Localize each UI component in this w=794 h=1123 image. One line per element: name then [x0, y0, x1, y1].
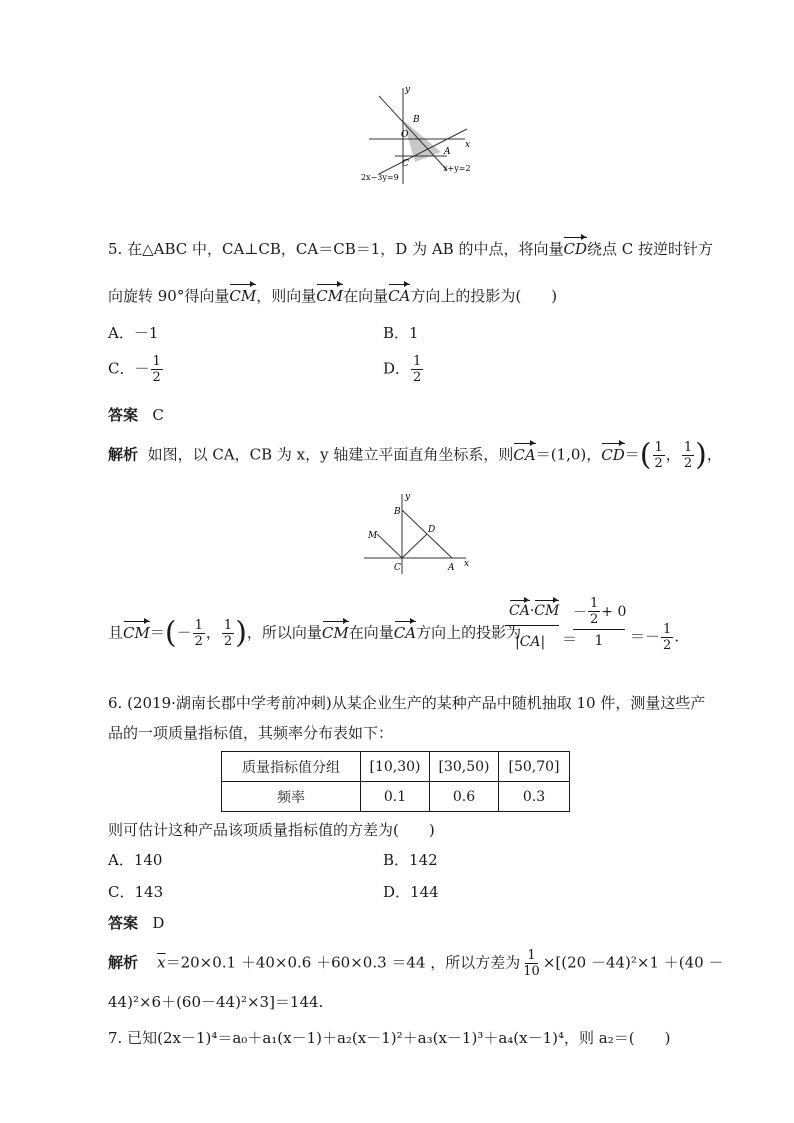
option-value: 142 [409, 851, 438, 869]
answer-value: D [152, 914, 165, 932]
q6-option-a [108, 849, 162, 870]
fig1-o-label: O [401, 130, 409, 140]
vector-cm: CM [321, 623, 349, 642]
fig1-a-label: A [444, 147, 451, 157]
left-paren: ( [639, 437, 652, 473]
table-cell: [30,50) [430, 752, 499, 782]
analysis-label: 解析 [108, 953, 139, 972]
fraction-den: 2 [413, 370, 422, 385]
table-row [222, 782, 570, 812]
projection-denominator [505, 634, 563, 650]
projection-fraction [505, 603, 563, 650]
fraction-den: 2 [654, 456, 663, 471]
fig2-d-label: D [428, 525, 436, 535]
fraction-bar [573, 629, 625, 630]
minus-sign: － [645, 627, 661, 646]
minus-sign: － [573, 604, 587, 621]
analysis-text-a: ＝20×0.1 ＋40×0.6 ＋60×0.3 ＝44 ，所以方差为 [165, 953, 521, 972]
equals-sign: ＝ [562, 630, 578, 648]
analysis-text-b: ×[(20 －44)²×1 ＋(40 － [542, 953, 724, 972]
vector-cm: CM [229, 287, 257, 305]
vector-ca: CA [509, 603, 530, 619]
fraction-den: 2 [590, 612, 599, 627]
proj-num-row [573, 596, 626, 627]
q6-question [108, 819, 435, 840]
q5-line1 [108, 238, 713, 259]
fig1-line1-label: 2x−3y=9 [361, 173, 399, 182]
analysis-ca-val: ＝(1,0)， [535, 445, 602, 464]
fig2-c-label: C [394, 563, 401, 573]
fraction-num: 1 [527, 948, 536, 963]
q5-analysis-line2: 且CM＝(－ $\frac{1}{2}$ ， $\frac{1}{2}$ )，所以向量CM在向量CA方向上的投影为 [108, 615, 522, 651]
proj-den: 1 [594, 633, 604, 649]
answer-value: C [152, 406, 164, 424]
table-header-row [222, 752, 570, 782]
table-cell: [50,70] [499, 752, 570, 782]
fraction-den: 2 [194, 634, 203, 649]
line-x-plus-y [379, 96, 447, 170]
table-cell: [10,30) [361, 752, 430, 782]
option-value: － [134, 359, 150, 378]
q5-line2 [108, 285, 557, 306]
right-paren: ) [695, 437, 707, 473]
analysis-cd-eq: ＝ [624, 445, 640, 464]
option-label: D． [383, 883, 411, 901]
option-label: A． [108, 851, 134, 869]
option-label: A． [108, 324, 134, 342]
vector-cd-line [402, 534, 427, 558]
fraction [151, 354, 163, 385]
vector-cm: CM [534, 603, 560, 619]
feasible-region-figure [355, 84, 485, 184]
coordinate-figure [360, 490, 475, 575]
right-paren: ) [235, 615, 247, 651]
analysis-text-c: 44)²×6＋(60－44)²×3]＝144. [108, 993, 324, 1011]
option-label: B． [383, 851, 410, 869]
q5-text-d: ，则向量 [256, 287, 317, 305]
fraction-den: 10 [523, 964, 540, 979]
fig1-c-label: C [402, 159, 409, 169]
vector-ca: CA [393, 623, 417, 642]
table-cell: 0.6 [430, 782, 499, 812]
answer-label: 答案 [108, 914, 139, 932]
q6-option-b [383, 849, 438, 870]
table-cell: 质量指标值分组 [222, 752, 361, 782]
option-label: B． [383, 324, 410, 342]
analysis-label: 解析 [108, 445, 139, 464]
vector-cm-line [377, 534, 402, 558]
q7-line [108, 1027, 670, 1048]
option-value: 1 [409, 324, 419, 342]
q5-option-a [108, 322, 158, 343]
q5-text-b: 绕点 C 按逆时针方 [586, 240, 713, 258]
vector-cm-2: CM [316, 287, 344, 305]
plus-zero: + 0 [601, 603, 627, 620]
fraction [661, 622, 673, 653]
option-label: C． [108, 883, 135, 901]
q5-analysis-line1: 解析 如图，以 CA，CB 为 x，y 轴建立平面直角坐标系，则CA＝(1,0)，CD＝( $\frac{1}{2}$ ， $\frac{1}{2}$ )， [108, 437, 722, 473]
q5-number: 5. [108, 240, 123, 258]
q5-text-e: 在向量 [343, 287, 389, 305]
fraction [653, 440, 665, 471]
fraction-bar [505, 625, 559, 626]
q7-number: 7. [108, 1029, 123, 1047]
q5-text-a: 在△ABC 中，CA⊥CB，CA＝CB＝1，D 为 AB 的中点，将向量 [127, 240, 564, 258]
line2-d: 方向上的投影为 [416, 623, 522, 642]
answer-label: 答案 [108, 406, 139, 424]
fraction-num: 1 [663, 622, 672, 637]
fraction-num: 1 [590, 596, 599, 611]
fraction [222, 618, 234, 649]
line2-c: 在向量 [348, 623, 394, 642]
q5-text-f: 方向上的投影为( ) [410, 287, 558, 305]
q6-analysis-line1 [108, 948, 723, 979]
option-value: 144 [410, 883, 439, 901]
option-value: 140 [133, 851, 163, 869]
fraction [411, 354, 423, 385]
fraction-num: 1 [654, 440, 663, 455]
line2-a: 且 [108, 623, 124, 642]
q6-text-a: (2019·湖南长郡中学考前冲刺)从某企业生产的某种产品中随机抽取 10 件，测量这些产 [127, 694, 706, 712]
q6-option-d [383, 881, 439, 902]
fig2-a-label: A [448, 563, 455, 573]
abs-ca: |CA| [515, 634, 546, 650]
option-label: D． [383, 359, 411, 378]
fraction-num: 1 [413, 354, 422, 369]
fig2-x-label: x [464, 559, 470, 569]
fraction-num: 1 [152, 354, 161, 369]
option-value: －1 [133, 324, 159, 342]
q5-option-b [383, 322, 419, 343]
fig1-b-label: B [413, 115, 420, 125]
fraction-num: 1 [683, 440, 693, 455]
vector-cd: CD [563, 240, 587, 258]
fraction-den: 2 [683, 456, 693, 471]
option-label: C． [108, 359, 135, 378]
left-paren: ( [164, 615, 177, 651]
fraction [682, 440, 694, 471]
q6-number: 6. [108, 694, 123, 712]
projection-value-fraction [573, 596, 626, 649]
table-cell: 0.1 [361, 782, 430, 812]
x-bar: $\overline{x}$ [157, 953, 166, 972]
fig2-b-label: B [394, 507, 401, 517]
fig1-y-label: y [405, 85, 411, 95]
fraction [193, 618, 205, 649]
fig2-y-label: y [405, 492, 411, 502]
q6-answer [108, 912, 164, 933]
q6-line1 [108, 692, 705, 713]
q5-option-c [108, 354, 164, 385]
fraction-den: 2 [152, 370, 161, 385]
q6-analysis-line2 [108, 991, 323, 1012]
fraction-num: 1 [223, 618, 233, 633]
fig1-x-label: x [465, 140, 471, 150]
fig2-m-label: M [368, 531, 378, 541]
line2-b: ，所以向量 [246, 623, 322, 642]
frequency-table [221, 751, 570, 812]
table-cell: 0.3 [499, 782, 570, 812]
q5-option-d [383, 354, 424, 385]
q5-text-c: 向旋转 90°得向量 [108, 287, 230, 305]
fraction-den: 2 [663, 638, 672, 653]
q5-answer [108, 404, 164, 425]
fig1-line2-label: x+y=2 [443, 164, 471, 173]
q6-text-b: 品的一项质量指标值，其频率分布表如下： [108, 724, 394, 742]
final-result: ＝－ $\frac{1}{2}$ . [630, 622, 680, 653]
fraction-den: 2 [223, 634, 233, 649]
q6-line2 [108, 722, 393, 743]
fraction-num: 1 [194, 618, 203, 633]
fraction [588, 596, 600, 627]
minus-sign: － [176, 623, 192, 642]
vector-cm: CM [123, 623, 150, 642]
option-value: 143 [134, 883, 164, 901]
q6-option-c [108, 881, 163, 902]
analysis-text-a: 如图，以 CA，CB 为 x，y 轴建立平面直角坐标系，则 [147, 445, 514, 464]
vector-ca: CA [513, 445, 536, 464]
fraction [521, 948, 542, 979]
table-cell: 频率 [222, 782, 361, 812]
vector-ca: CA [388, 287, 411, 305]
q7-text: 已知(2x－1)⁴＝a₀＋a₁(x－1)＋a₂(x－1)²＋a₃(x－1)³＋a₄(x－1)⁴，则 a₂＝( ) [127, 1029, 671, 1047]
projection-numerator: CA·CM [509, 603, 560, 619]
q6-question-text: 则可估计这种产品该项质量指标值的方差为( ) [108, 821, 435, 839]
vector-cd: CD [601, 445, 625, 464]
